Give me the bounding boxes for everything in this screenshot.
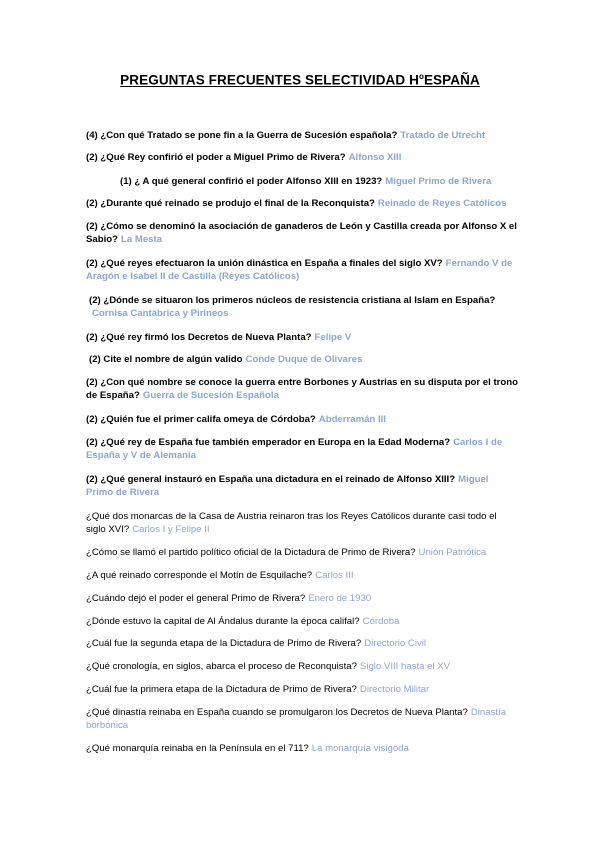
question-text: ¿Cuál fue la primera etapa de la Dictadura de Primo de Rivera? bbox=[86, 684, 357, 695]
question-text: ¿Qué dinastía reinaba en España cuando se promulgaron los Decretos de Nueva Planta? bbox=[86, 707, 468, 718]
question-text: (2) ¿Durante qué reinado se produjo el final de la Reconquista? bbox=[86, 198, 375, 209]
answer-text: Abderramán III bbox=[318, 414, 386, 425]
question-text: ¿Cuándo dejó el poder el general Primo de Rivera? bbox=[86, 593, 306, 604]
question-text: (2) ¿Qué rey firmó los Decretos de Nueva Planta? bbox=[86, 332, 312, 343]
qa-item bbox=[86, 257, 518, 283]
qa-item bbox=[86, 637, 518, 650]
answer-text: Guerra de Sucesión Española bbox=[142, 390, 279, 402]
qa-item bbox=[86, 569, 518, 582]
question-text: ¿A qué reinado corresponde el Motín de Esquilache? bbox=[86, 570, 313, 581]
qa-item bbox=[86, 546, 518, 559]
qa-item bbox=[86, 436, 518, 462]
question-text: (2) ¿Qué Rey confirió el poder a Miguel Primo de Rivera? bbox=[86, 152, 346, 163]
question-text: (2) ¿Dónde se situaron los primeros núcleos de resistencia cristiana al Islam en España? bbox=[89, 295, 496, 306]
answer-text: Siglo VIII hasta el XV bbox=[359, 661, 451, 672]
question-text: (1) ¿ A qué general confirió el poder Alfonso XIII en 1923? bbox=[120, 176, 383, 187]
qa-item bbox=[86, 197, 518, 210]
answer-text: Directorio Militar bbox=[359, 684, 430, 695]
qa-item bbox=[86, 376, 518, 402]
answer-text: Carlos I de España y V de Alemania bbox=[86, 437, 503, 462]
answer-text: Miguel Primo de Rivera bbox=[86, 474, 489, 499]
question-text: ¿Dónde estuvo la capital de Al Ándalus durante la época califal? bbox=[86, 616, 360, 627]
qa-item bbox=[89, 353, 521, 366]
qa-item bbox=[86, 129, 518, 142]
qa-item bbox=[86, 413, 518, 426]
question-text: ¿Qué dos monarcas de la Casa de Austria reinaron tras los Reyes Católicos durante casi todo el siglo XVI? bbox=[86, 511, 497, 536]
question-text: (2) Cite el nombre de algún valido bbox=[89, 354, 243, 365]
qa-item bbox=[86, 592, 518, 605]
answer-text: Unión Patriótica bbox=[418, 547, 487, 558]
answer-text: Miguel Primo de Rivera bbox=[385, 176, 492, 187]
answer-text: La monarquía visigoda bbox=[311, 743, 409, 754]
qa-item bbox=[86, 331, 518, 344]
answer-text: Dinastía borbónica bbox=[86, 707, 507, 732]
qa-item bbox=[120, 175, 552, 188]
question-text: (2) ¿Qué reyes efectuaron la unión dinástica en España a finales del siglo XV? bbox=[86, 258, 443, 269]
answer-text: Tratado de Utrecht bbox=[400, 130, 486, 141]
question-text: (2) ¿Quién fue el primer califa omeya de Córdoba? bbox=[86, 414, 316, 425]
question-text: ¿Cómo se llamó el partido político oficial de la Dictadura de Primo de Rivera? bbox=[86, 547, 416, 558]
question-text: (2) ¿Con qué nombre se conoce la guerra entre Borbones y Austrias en su disputa por el trono de España? bbox=[86, 377, 518, 402]
qa-item bbox=[86, 742, 518, 755]
qa-item bbox=[86, 706, 518, 732]
qa-item bbox=[86, 473, 518, 499]
question-text: (4) ¿Con qué Tratado se pone fin a la Guerra de Sucesión española? bbox=[86, 130, 398, 141]
answer-text: Alfonso XIII bbox=[348, 152, 402, 163]
title-superscript: o bbox=[418, 72, 424, 81]
question-text: (2) ¿Qué general instauró en España una dictadura en el reinado de Alfonso XIII? bbox=[86, 474, 456, 485]
answer-text: Córdoba bbox=[362, 616, 400, 627]
qa-item bbox=[86, 510, 518, 536]
answer-text: Enero de 1930 bbox=[308, 593, 372, 604]
answer-text: Fernando V de Aragón e Isabel II de Castilla (Reyes Católicos) bbox=[86, 258, 513, 283]
question-text: ¿Qué cronología, en siglos, abarca el proceso de Reconquista? bbox=[86, 661, 357, 672]
qa-item bbox=[86, 615, 518, 628]
qa-item bbox=[86, 220, 518, 246]
answer-text: Directorio Civil bbox=[364, 638, 427, 649]
answer-text: La Mesta bbox=[120, 234, 163, 246]
qa-item bbox=[86, 151, 518, 164]
answer-text: Carlos III bbox=[315, 570, 354, 581]
question-text: (2) ¿Cómo se denominó la asociación de ganaderos de León y Castilla creada por Alfonso X el Sabio? bbox=[86, 221, 517, 246]
answer-text: Cornisa Cantábrica y Pirineos bbox=[92, 308, 229, 320]
qa-item bbox=[89, 294, 521, 320]
qa-item bbox=[86, 660, 518, 673]
question-text: (2) ¿Qué rey de España fue también emperador en Europa en la Edad Moderna? bbox=[86, 437, 451, 448]
answer-text: Felipe V bbox=[314, 332, 352, 343]
question-text: ¿Qué monarquía reinaba en la Península en el 711? bbox=[86, 743, 309, 754]
qa-item bbox=[86, 683, 518, 696]
answer-text: Reinado de Reyes Católicos bbox=[377, 198, 507, 209]
page-title: PREGUNTAS FRECUENTES SELECTIVIDAD $H^oESPAÑA$ bbox=[120, 72, 480, 88]
answer-text: Carlos I y Felipe II bbox=[132, 524, 210, 536]
question-text: ¿Cuál fue la segunda etapa de la Dictadura de Primo de Rivera? bbox=[86, 638, 362, 649]
answer-text: Conde Duque de Olivares bbox=[245, 354, 363, 365]
